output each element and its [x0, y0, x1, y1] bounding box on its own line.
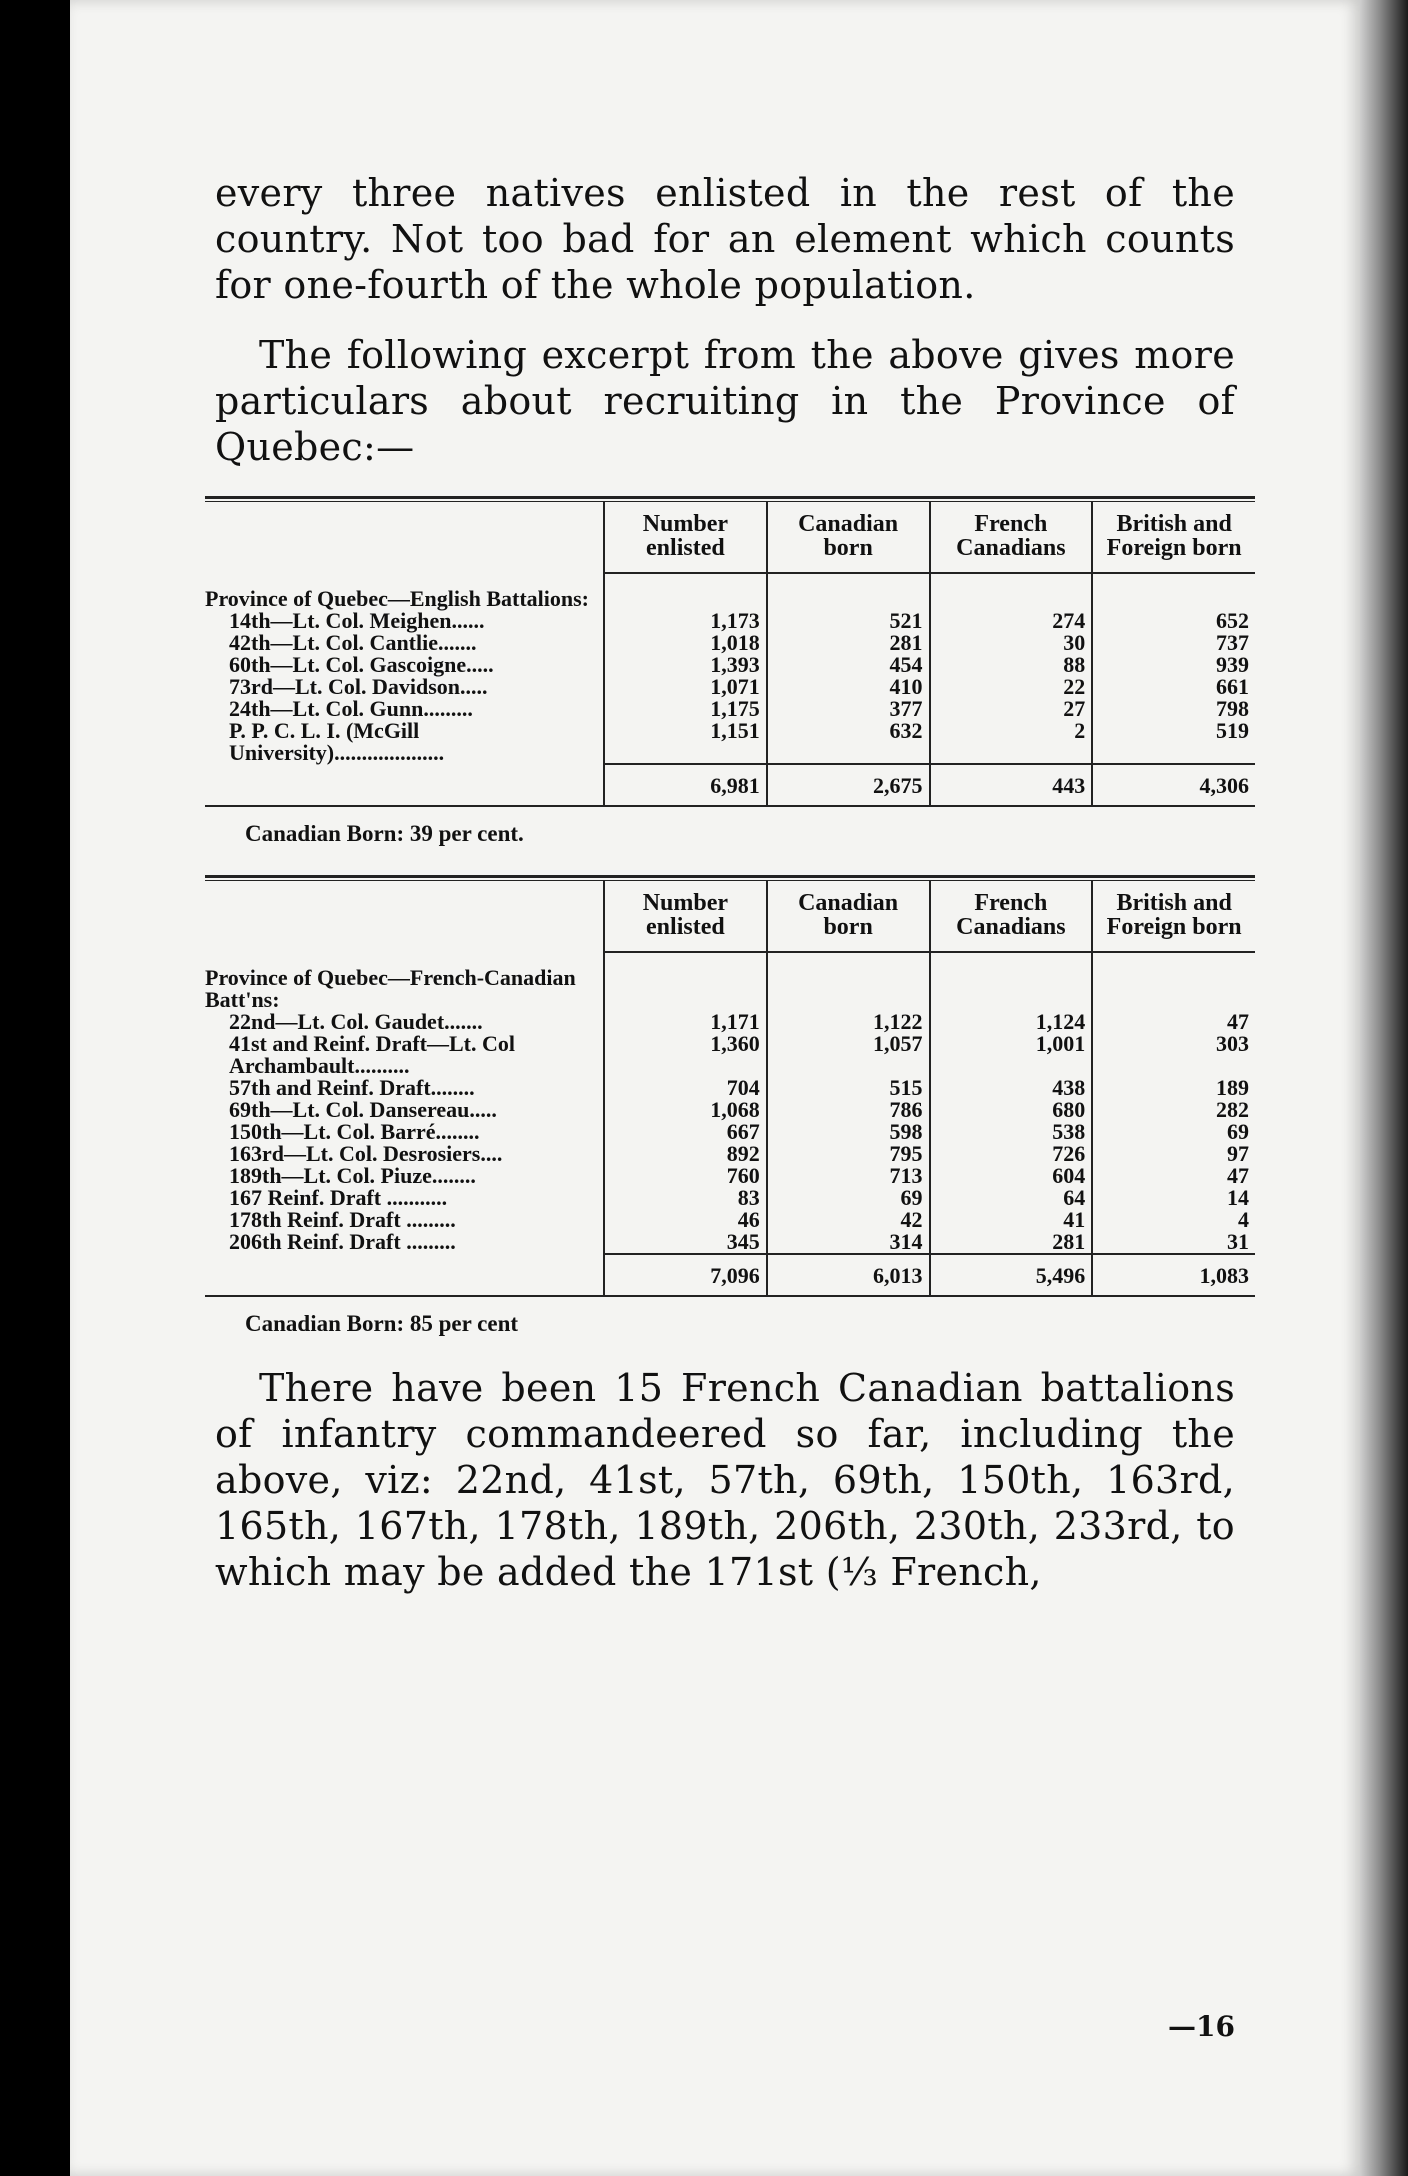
- table-row: [205, 654, 1255, 676]
- paragraph-2: The following excerpt from the above gives more particulars about recruiting in the Province of Quebec:—: [215, 333, 1235, 469]
- british-foreign-cell: 14: [1092, 1187, 1255, 1209]
- table-row: [205, 610, 1255, 632]
- canadian-born-cell: 598: [767, 1121, 930, 1143]
- battalion-label: 14th—Lt. Col. Meighen......: [229, 608, 485, 633]
- french-canadians-cell: 680: [930, 1099, 1093, 1121]
- british-foreign-cell: 519: [1092, 720, 1255, 764]
- table-row: [205, 1143, 1255, 1165]
- table-row: [205, 1077, 1255, 1099]
- number-enlisted-cell: 892: [604, 1143, 767, 1165]
- canadian-born-cell: 515: [767, 1077, 930, 1099]
- british-foreign-cell: 31: [1092, 1231, 1255, 1254]
- total-cell: 5,496: [930, 1254, 1093, 1295]
- recruitment-table-french: [205, 881, 1255, 1295]
- battalion-label: 150th—Lt. Col. Barré........: [229, 1119, 480, 1144]
- french-canadians-cell: 64: [930, 1187, 1093, 1209]
- french-canadians-cell: 22: [930, 676, 1093, 698]
- british-foreign-cell: 661: [1092, 676, 1255, 698]
- british-foreign-cell: 69: [1092, 1121, 1255, 1143]
- french-canadians-cell: 604: [930, 1165, 1093, 1187]
- french-canadians-cell: 726: [930, 1143, 1093, 1165]
- number-enlisted-cell: 1,151: [604, 720, 767, 764]
- french-canadians-cell: 2: [930, 720, 1093, 764]
- paragraph-1: every three natives enlisted in the rest of the country. Not too bad for an element which counts for one-fourth of the whole population.: [215, 171, 1235, 307]
- number-enlisted-cell: 1,068: [604, 1099, 767, 1121]
- total-cell: 6,013: [767, 1254, 930, 1295]
- number-enlisted-cell: 760: [604, 1165, 767, 1187]
- table-row: [205, 632, 1255, 654]
- french-battalions-table: [205, 875, 1255, 1297]
- header-french-canadians: French Canadians: [930, 502, 1093, 573]
- total-cell: 7,096: [604, 1254, 767, 1295]
- battalion-label: 189th—Lt. Col. Piuze........: [229, 1163, 476, 1188]
- table-row: [205, 1209, 1255, 1231]
- british-foreign-cell: 97: [1092, 1143, 1255, 1165]
- battalion-label: 178th Reinf. Draft .........: [229, 1207, 456, 1232]
- total-cell: 6,981: [604, 764, 767, 805]
- table-row: [205, 720, 1255, 764]
- table-row: [205, 1165, 1255, 1187]
- table-section-heading: Province of Quebec—French-Canadian Batt'ns:: [205, 965, 576, 1012]
- battalion-label: P. P. C. L. I. (McGill University)....................: [229, 718, 445, 765]
- table1-note: Canadian Born: 39 per cent.: [245, 821, 524, 846]
- battalion-label: 41st and Reinf. Draft—Lt. Col Archambault..........: [229, 1031, 515, 1078]
- page-content: [205, 170, 1249, 2043]
- totals-row: [205, 764, 1255, 805]
- number-enlisted-cell: 46: [604, 1209, 767, 1231]
- table-row: [205, 676, 1255, 698]
- header-canadian-born: Canadian born: [767, 502, 930, 573]
- table-row: [205, 1121, 1255, 1143]
- number-enlisted-cell: 345: [604, 1231, 767, 1254]
- table-row: [205, 1187, 1255, 1209]
- french-canadians-cell: 27: [930, 698, 1093, 720]
- total-cell: 443: [930, 764, 1093, 805]
- british-foreign-cell: 4: [1092, 1209, 1255, 1231]
- british-foreign-cell: 652: [1092, 610, 1255, 632]
- number-enlisted-cell: 1,173: [604, 610, 767, 632]
- french-canadians-cell: 281: [930, 1231, 1093, 1254]
- french-canadians-cell: 538: [930, 1121, 1093, 1143]
- english-battalions-table: [205, 496, 1255, 807]
- british-foreign-cell: 737: [1092, 632, 1255, 654]
- french-canadians-cell: 1,124: [930, 1011, 1093, 1033]
- number-enlisted-cell: 1,360: [604, 1033, 767, 1077]
- canadian-born-cell: 632: [767, 720, 930, 764]
- battalion-label: 42th—Lt. Col. Cantlie.......: [229, 630, 477, 655]
- table-section-heading: Province of Quebec—English Battalions:: [205, 586, 589, 611]
- french-canadians-cell: 438: [930, 1077, 1093, 1099]
- british-foreign-cell: 798: [1092, 698, 1255, 720]
- recruitment-table-english: [205, 502, 1255, 805]
- battalion-label: 73rd—Lt. Col. Davidson.....: [229, 674, 488, 699]
- header-british-foreign: British and Foreign born: [1092, 502, 1255, 573]
- canadian-born-cell: 713: [767, 1165, 930, 1187]
- british-foreign-cell: 939: [1092, 654, 1255, 676]
- canadian-born-cell: 42: [767, 1209, 930, 1231]
- number-enlisted-cell: 1,071: [604, 676, 767, 698]
- french-canadians-cell: 1,001: [930, 1033, 1093, 1077]
- paragraph-3: There have been 15 French Canadian battalions of infantry commandeered so far, including the above, viz: 22nd, 41st, 57th, 69th, 150th, 163rd, 165th, 167th, 178th, 189th, 206th, 230th, 233rd, to which may be added the 171st (⅓ French,: [215, 1366, 1235, 1594]
- canadian-born-cell: 795: [767, 1143, 930, 1165]
- canadian-born-cell: 521: [767, 610, 930, 632]
- total-cell: 4,306: [1092, 764, 1255, 805]
- table-bottom-rule: [205, 805, 1255, 807]
- canadian-born-cell: 454: [767, 654, 930, 676]
- header-french-canadians: French Canadians: [930, 881, 1093, 952]
- table-row: [205, 1011, 1255, 1033]
- canadian-born-cell: 377: [767, 698, 930, 720]
- number-enlisted-cell: 83: [604, 1187, 767, 1209]
- header-british-foreign: British and Foreign born: [1092, 881, 1255, 952]
- total-cell: 2,675: [767, 764, 930, 805]
- table-row: [205, 1033, 1255, 1077]
- totals-row: [205, 1254, 1255, 1295]
- battalion-label: 206th Reinf. Draft .........: [229, 1229, 456, 1254]
- table-row: [205, 698, 1255, 720]
- british-foreign-cell: 47: [1092, 1165, 1255, 1187]
- canadian-born-cell: 410: [767, 676, 930, 698]
- battalion-label: 69th—Lt. Col. Dansereau.....: [229, 1097, 497, 1122]
- battalion-label: 163rd—Lt. Col. Desrosiers....: [229, 1141, 503, 1166]
- page-number: —16: [1168, 2010, 1235, 2043]
- number-enlisted-cell: 704: [604, 1077, 767, 1099]
- battalion-label: 22nd—Lt. Col. Gaudet.......: [229, 1009, 483, 1034]
- french-canadians-cell: 41: [930, 1209, 1093, 1231]
- british-foreign-cell: 303: [1092, 1033, 1255, 1077]
- canadian-born-cell: 1,122: [767, 1011, 930, 1033]
- battalion-label: 24th—Lt. Col. Gunn.........: [229, 696, 473, 721]
- british-foreign-cell: 282: [1092, 1099, 1255, 1121]
- number-enlisted-cell: 1,175: [604, 698, 767, 720]
- canadian-born-cell: 281: [767, 632, 930, 654]
- header-number-enlisted: Number enlisted: [604, 502, 767, 573]
- british-foreign-cell: 189: [1092, 1077, 1255, 1099]
- book-spine: [1360, 0, 1408, 2176]
- canadian-born-cell: 69: [767, 1187, 930, 1209]
- canadian-born-cell: 786: [767, 1099, 930, 1121]
- header-canadian-born: Canadian born: [767, 881, 930, 952]
- table-row: [205, 1099, 1255, 1121]
- number-enlisted-cell: 1,018: [604, 632, 767, 654]
- french-canadians-cell: 274: [930, 610, 1093, 632]
- header-number-enlisted: Number enlisted: [604, 881, 767, 952]
- canadian-born-cell: 1,057: [767, 1033, 930, 1077]
- battalion-label: 167 Reinf. Draft ...........: [229, 1185, 448, 1210]
- table-row: [205, 1231, 1255, 1254]
- table2-note: Canadian Born: 85 per cent: [245, 1311, 519, 1336]
- french-canadians-cell: 30: [930, 632, 1093, 654]
- table-top-rule: [205, 496, 1255, 499]
- british-foreign-cell: 47: [1092, 1011, 1255, 1033]
- battalion-label: 60th—Lt. Col. Gascoigne.....: [229, 652, 494, 677]
- total-cell: 1,083: [1092, 1254, 1255, 1295]
- number-enlisted-cell: 1,171: [604, 1011, 767, 1033]
- canadian-born-cell: 314: [767, 1231, 930, 1254]
- battalion-label: 57th and Reinf. Draft........: [229, 1075, 475, 1100]
- french-canadians-cell: 88: [930, 654, 1093, 676]
- number-enlisted-cell: 667: [604, 1121, 767, 1143]
- number-enlisted-cell: 1,393: [604, 654, 767, 676]
